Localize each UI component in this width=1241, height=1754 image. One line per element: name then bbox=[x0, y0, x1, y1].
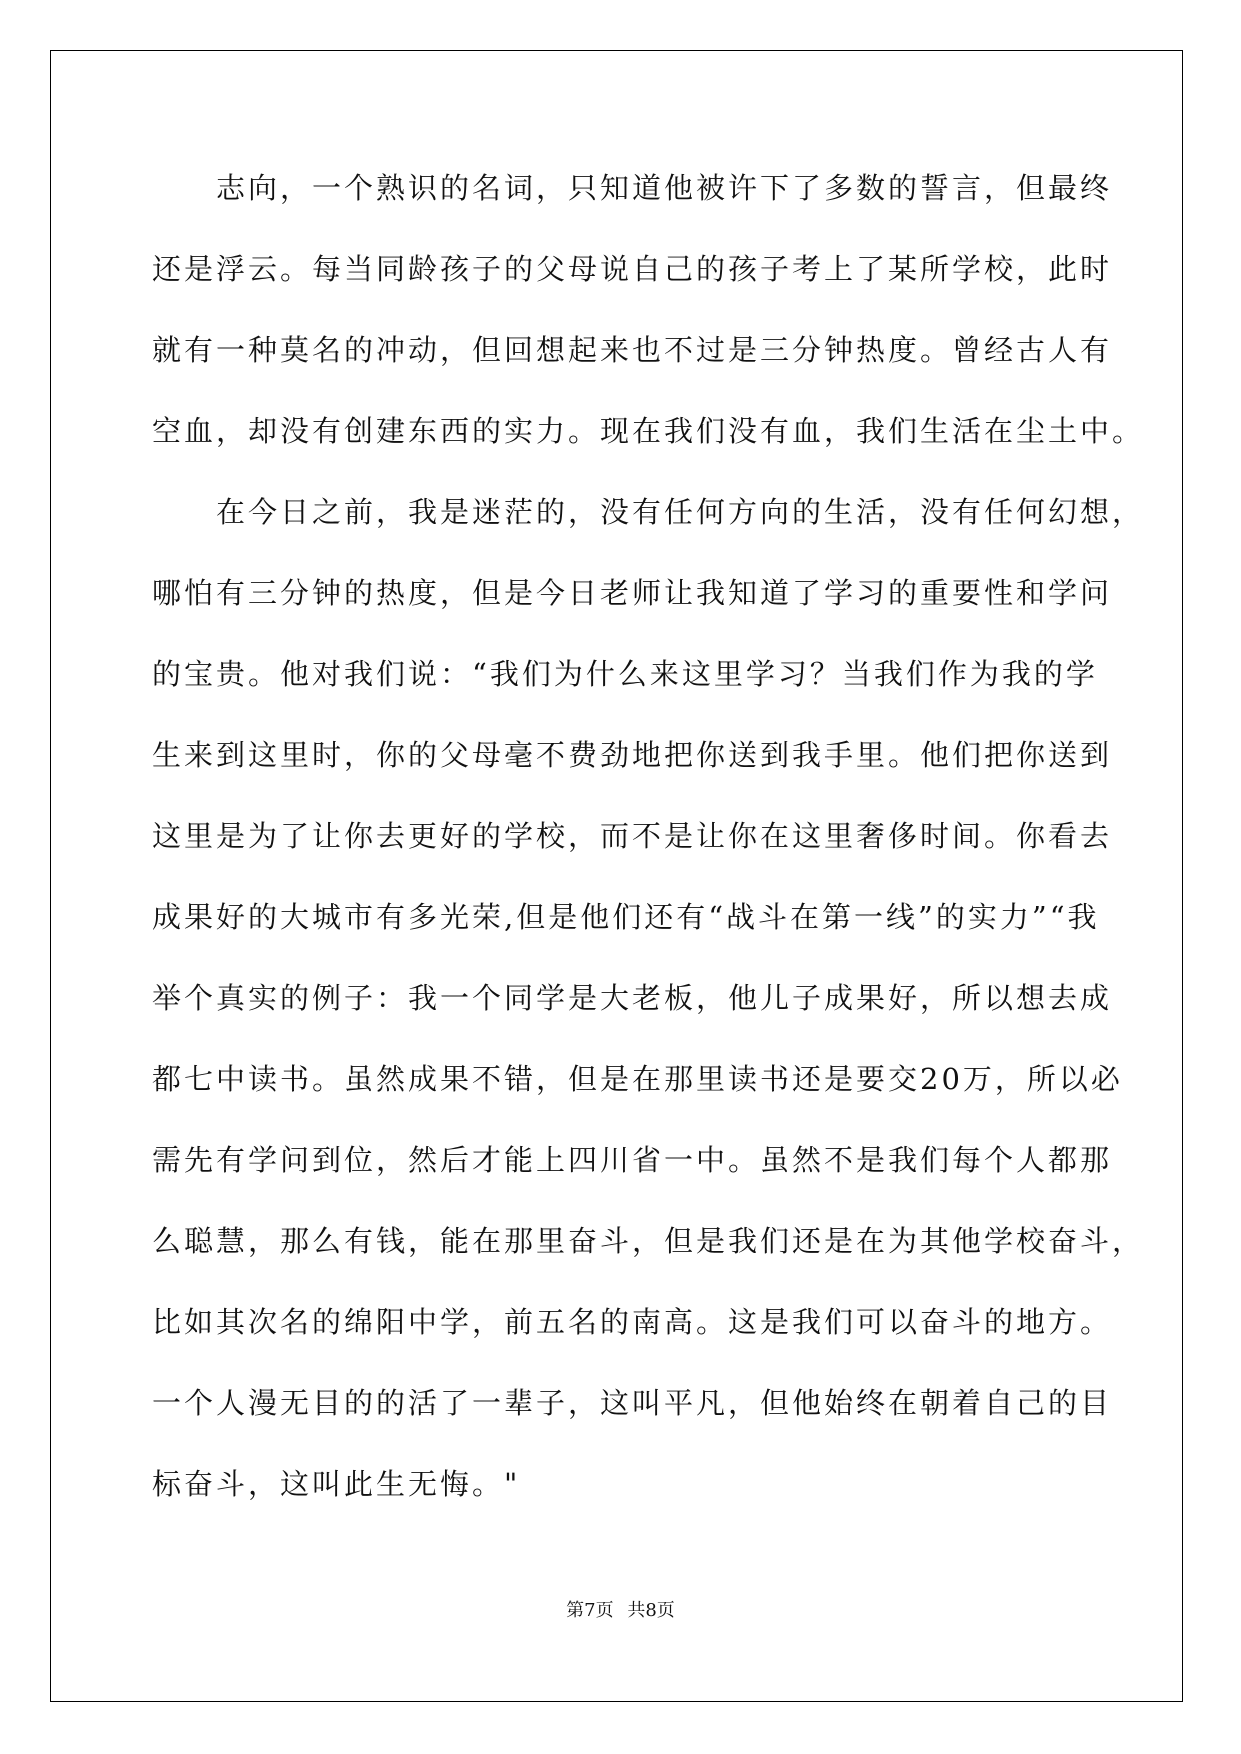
text-line: 就有一种莫名的冲动，但回想起来也不过是三分钟热度。曾经古人有 bbox=[152, 333, 1113, 367]
text-line: 的宝贵。他对我们说：“我们为什么来这里学习？当我们作为我的学 bbox=[152, 657, 1098, 691]
text-line: 还是浮云。每当同龄孩子的父母说自己的孩子考上了某所学校，此时 bbox=[152, 252, 1113, 286]
text-line: 生来到这里时，你的父母毫不费劲地把你送到我手里。他们把你送到 bbox=[152, 738, 1113, 772]
text-line: 成果好的大城市有多光荣,但是他们还有“战斗在第一线”的实力”“我 bbox=[152, 900, 1100, 934]
text-line: 都七中读书。虽然成果不错，但是在那里读书还是要交20万，所以必 bbox=[152, 1062, 1123, 1096]
text-line: 比如其次名的绵阳中学，前五名的南高。这是我们可以奋斗的地方。 bbox=[152, 1305, 1113, 1339]
text-line: 哪怕有三分钟的热度，但是今日老师让我知道了学习的重要性和学问 bbox=[152, 576, 1113, 610]
text-line: 一个人漫无目的的活了一辈子，这叫平凡，但他始终在朝着自己的目 bbox=[152, 1386, 1113, 1420]
page-total: 共8页 bbox=[627, 1600, 675, 1621]
text-line: 需先有学问到位，然后才能上四川省一中。虽然不是我们每个人都那 bbox=[152, 1143, 1113, 1177]
text-line: 志向，一个熟识的名词，只知道他被许下了多数的誓言，但最终 bbox=[152, 171, 1113, 205]
text-line: 在今日之前，我是迷茫的，没有任何方向的生活，没有任何幻想， bbox=[152, 495, 1145, 529]
text-line: 这里是为了让你去更好的学校，而不是让你在这里奢侈时间。你看去 bbox=[152, 819, 1113, 853]
text-line: 标奋斗，这叫此生无悔。" bbox=[152, 1467, 521, 1501]
text-line: 空血，却没有创建东西的实力。现在我们没有血，我们生活在尘土中。 bbox=[152, 414, 1145, 448]
text-line: 举个真实的例子：我一个同学是大老板，他儿子成果好，所以想去成 bbox=[152, 981, 1113, 1015]
page-number: 第7页 bbox=[566, 1600, 614, 1621]
text-line: 么聪慧，那么有钱，能在那里奋斗，但是我们还是在为其他学校奋斗， bbox=[152, 1224, 1145, 1258]
page-footer bbox=[0, 1596, 1241, 1622]
